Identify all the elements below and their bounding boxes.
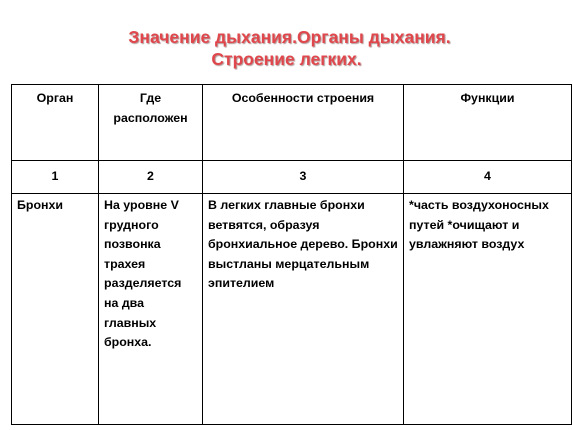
organs-table <box>11 84 572 425</box>
cell-structure: В легких главные бронхи ветвятся, образуя бронхиальное дерево. Бронхи выстланы мерцательным эпителием <box>203 194 404 425</box>
header-cell-structure: Особенности строения <box>203 85 404 161</box>
cell-organ: Бронхи <box>12 194 99 425</box>
table-row <box>12 194 572 425</box>
table-header-row <box>12 85 572 161</box>
title-line-2: Строение легких. <box>211 49 362 69</box>
column-number-2: 2 <box>99 161 203 194</box>
header-cell-location: Где расположен <box>99 85 203 161</box>
cell-functions: *часть воздухоносных путей *очищают и увлажняют воздух <box>404 194 572 425</box>
table-number-row <box>12 161 572 194</box>
header-cell-organ: Орган <box>12 85 99 161</box>
header-cell-functions: Функции <box>404 85 572 161</box>
title-line-1: Значение дыхания.Органы дыхания. <box>128 27 451 47</box>
column-number-4: 4 <box>404 161 572 194</box>
column-number-3: 3 <box>203 161 404 194</box>
column-number-1: 1 <box>12 161 99 194</box>
slide-title <box>0 26 573 70</box>
cell-location: На уровне V грудного позвонка трахея разделяется на два главных бронха. <box>99 194 203 425</box>
